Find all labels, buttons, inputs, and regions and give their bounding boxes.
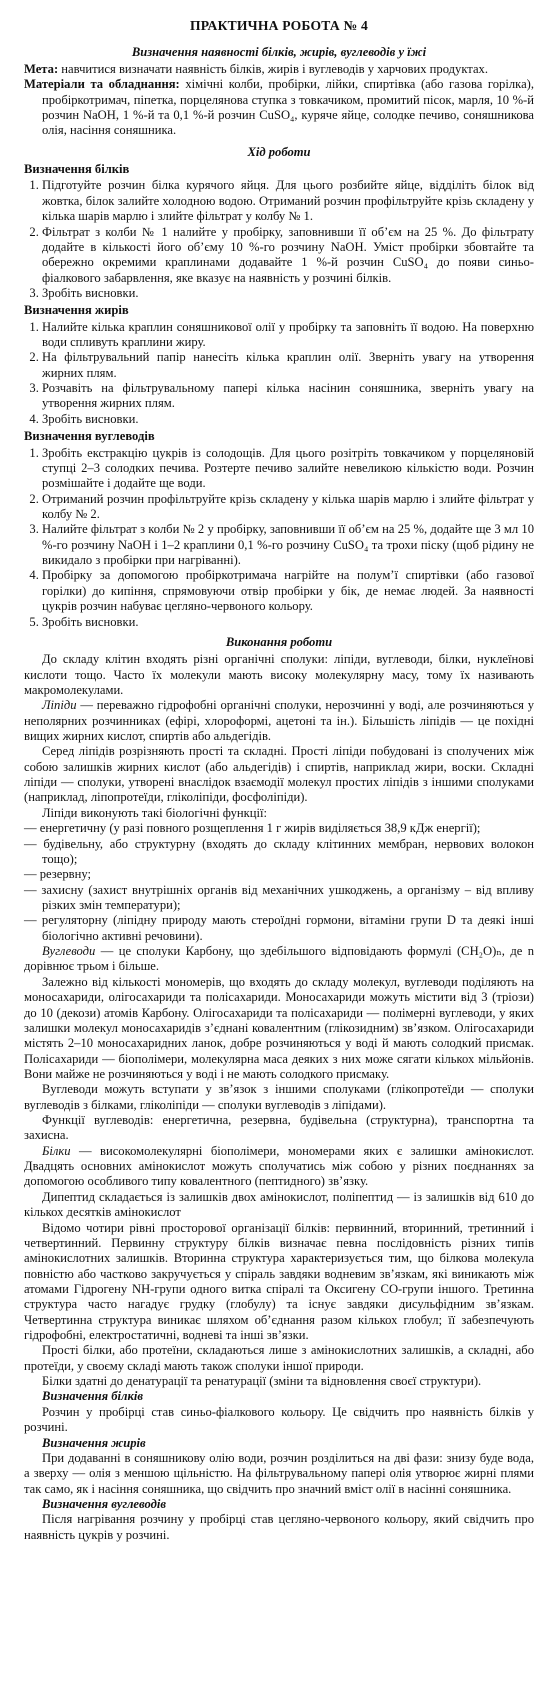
list-item: 1. Підготуйте розчин білка курячого яйця. Для цього розбийте яйце, відділіть білок від жовтка, білок залийте холодною водою. Отриманий розчин профільтруйте крізь складену у кілька шарів марлю і злийте фільтрат у колбу № 1. — [42, 178, 534, 224]
carbs-def-text: — це сполуки Карбону, що здебільшого відповідають формулі (CH₂O)ₙ, де n дорівнює трьом і більше. — [24, 944, 534, 974]
carbs-steps — [24, 446, 534, 630]
proteins-term: Білки — [42, 1143, 71, 1158]
carbs-heading: Визначення вуглеводів — [24, 429, 155, 444]
result-carbs-heading: Визначення вуглеводів — [42, 1497, 166, 1511]
materials-text: хімічні колби, пробірки, лійки, спиртівка (або газова горілка), пробіркотримач, піпетка, порцелянова ступка з товкачиком, промитий пісок, марля, 10 %-й розчин NaOH, 1 %-й та 0,1 %-й розчин CuSO₄, куряче яйце, солодке печиво, соняшникова олія, насіння соняшника. — [42, 77, 535, 138]
procedure-heading: Хід роботи — [247, 144, 311, 159]
proteins-steps — [24, 178, 534, 301]
materials-label: Матеріали та обладнання: — [24, 77, 180, 92]
list-item: 5. Зробіть висновки. — [42, 615, 534, 630]
lipids-term: Ліпіди — [42, 698, 77, 713]
execution-heading: Виконання роботи — [225, 634, 333, 649]
simple-complex-paragraph: Прості білки, або протеїни, складаються лише з амінокислотних залишків, а складні, або протеїди, у своєму складі мають також сполуки іншої природи. — [24, 1343, 534, 1373]
carbs-term: Вуглеводи — [42, 944, 96, 959]
lipids-functions-list — [24, 821, 534, 944]
proteins-definition — [24, 1144, 534, 1190]
goal-paragraph — [24, 62, 534, 77]
list-item: — резервну; — [24, 867, 534, 882]
result-proteins-text: Розчин у пробірці став синьо-фіалкового кольору. Це свідчить про наявність білків у розчині. — [24, 1404, 534, 1435]
fats-steps — [24, 320, 534, 428]
list-item: 2. Отриманий розчин профільтруйте крізь складену у кілька шарів марлю і злийте фільтрат у колбу № 2. — [42, 492, 534, 523]
list-item: — захисну (захист внутрішніх органів від механічних ушкоджень, а організму – від впливу різких змін температури); — [24, 883, 534, 914]
work-subtitle: Визначення наявності білків, жирів, вуглеводів у їжі — [131, 44, 427, 59]
result-fats-text: При додаванні в соняшникову олію води, розчин розділиться на дві фази: знизу буде вода, а зверху — олія з меншою щільністю. На фільтрувальному папері олія утворює жирні плями так само, як і насіння соняшника, що свідчить про значний вміст олії в насінні соняшника. — [24, 1450, 534, 1496]
structure-paragraph: Відомо чотири рівні просторової організації білків: первинний, вторинний, третинний і четвертинний. Первинну структуру білків визначає певна послідовність різних типів амінокислотних залишків. Вторинна структура характеризується тим, що білкова молекула повністю або частково закручується у спіраль завдяки водневим зв’язкам, які виникають між атомами Гідрогену NH-групи одного витка спіралі та Оксигену CO-групи іншого. Третинна структура часто нагадує грудку (глобулу) та існує завдяки дисульфідним зв’язкам. Четвертинна структура виникає шляхом об’єднання разом кількох глобул; її забезпечують гідрофобні, електростатичні, водневі та інші зв’язки. — [24, 1220, 534, 1343]
list-item: 3. Налийте фільтрат з колби № 2 у пробірку, заповнивши її об’єм на 25 %, додайте ще 3 мл 10 %-го розчину NaOH і 1–2 краплини 0,1 %-го розчину CuSO₄ та трохи піску (щоб рідину не викидало з пробірки при нагріванні). — [42, 522, 534, 568]
proteins-heading: Визначення білків — [24, 162, 130, 177]
goal-label: Мета: — [24, 61, 59, 76]
list-item: — регуляторну (ліпідну природу мають стероїдні гормони, вітаміни групи D та деякі інші біологічно активні речовини). — [24, 913, 534, 944]
execution-intro: До складу клітин входять різні органічні сполуки: ліпіди, вуглеводи, білки, нуклеїнові кислоти тощо. Часто їх молекули мають високу молекулярну масу, тому їх називають макромолекулами. — [24, 652, 534, 697]
result-fats-heading: Визначення жирів — [42, 1435, 146, 1450]
page-title: ПРАКТИЧНА РОБОТА № 4 — [190, 18, 368, 33]
list-item: 2. На фільтрувальний папір нанесіть кілька краплин олії. Зверніть увагу на утворення жирних плям. — [42, 350, 534, 381]
lipids-functions-intro: Ліпіди виконують такі біологічні функції: — [42, 805, 267, 820]
list-item: 1. Зробіть екстракцію цукрів із солодощів. Для цього розітріть товкачиком у порцеляновій ступці 2–3 солодких печива. Розтерте печиво залийте невеликою кількістю води. Розчин розмішайте і додайте ще води. — [42, 446, 534, 492]
fats-heading: Визначення жирів — [24, 303, 129, 318]
carbs-definition — [24, 944, 534, 975]
denaturation-paragraph: Білки здатні до денатурації та ренатурації (зміни та відновлення своєї структури). — [42, 1374, 482, 1389]
proteins-def-text: — високомолекулярні біополімери, мономерами яких є залишки амінокислот. Двадцять основних амінокислот можуть сполучатись між собою у різних поєднаннях за допомогою особливого типу ковалентного (пептидного) зв’язку. — [24, 1143, 534, 1189]
result-carbs-text: Після нагрівання розчину у пробірці став цегляно-червоного кольору, який свідчить про наявність цукрів у розчині. — [24, 1512, 534, 1542]
carbs-complex: Вуглеводи можуть вступати у зв’язок з іншими сполуками (глікопротеїди — сполуки вуглеводів з білками, гліколіпіди — сполуки вуглеводів з ліпідами). — [24, 1082, 534, 1112]
lipids-def-text: — переважно гідрофобні органічні сполуки, нерозчинні у воді, але розчиняються у неполярних розчинниках (ефірі, хлороформі, ацетоні та ін.). Більшість ліпідів — це похідні вищих жирних кислот, спиртів або альдегідів. — [24, 698, 534, 744]
list-item: 3. Розчавіть на фільтрувальному папері кілька насінин соняшника, зверніть увагу на утворення жирних плям. — [42, 381, 534, 412]
lipids-types: Серед ліпідів розрізняють прості та складні. Прості ліпіди побудовані із сполучених між собою залишків жирних кислот (або альдегідів) і спиртів, наприклад жири, воски. Складні ліпіди — сполуки, утворені внаслідок взаємодії молекул простих ліпідів з іншими сполуками (наприклад, ліпопротеїди, гліколіпіди, фосфоліпіди). — [24, 744, 534, 805]
goal-text: навчитися визначати наявність білків, жирів і вуглеводів у харчових продуктах. — [58, 61, 488, 76]
carbs-functions: Функції вуглеводів: енергетична, резервна, будівельна (структурна), транспортна та захисна. — [24, 1113, 534, 1143]
materials-paragraph — [24, 77, 534, 138]
list-item: 4. Пробірку за допомогою пробіркотримача нагрійте на полум’ї спиртівки (або газової горілки) до кипіння, спрямовуючи отвір пробірки у бік, де немає людей. За наявності цукрів розчин набуває цегляно-червоного кольору. — [42, 568, 534, 614]
dipeptide-paragraph: Дипептид складається із залишків двох амінокислот, поліпептид — із залишків від 610 до кількох десятків амінокислот — [24, 1189, 534, 1220]
list-item: — будівельну, або структурну (входять до складу клітинних мембран, нервових волокон тощо); — [24, 837, 534, 868]
list-item: 2. Фільтрат з колби № 1 налийте у пробірку, заповнивши її об’єм на 25 %. До фільтрату додайте в кількості його об’єму 10 %-го розчину NaOH. Уміст пробірки збовтайте та обережно окремими краплинами додавайте 1 %-й розчин CuSO₄ до появи синьо-фіалкового забарвлення, яке вказує на наявність у розчині білків. — [42, 225, 534, 286]
list-item: 4. Зробіть висновки. — [42, 412, 534, 427]
lipids-definition — [24, 698, 534, 744]
worksheet-page — [24, 0, 534, 1543]
list-item: 3. Зробіть висновки. — [42, 286, 534, 301]
list-item: — енергетичну (у разі повного розщеплення 1 г жирів виділяється 38,9 кДж енергії); — [24, 821, 534, 836]
result-proteins-heading: Визначення білків — [42, 1389, 144, 1404]
carbs-classes: Залежно від кількості мономерів, що входять до складу молекул, вуглеводи поділяють на моносахариди, олігосахариди та полісахариди. Моносахариди можуть містити від 3 (тріози) до 10 (декози) атомів Карбону. Олігосахариди та полісахариди — полімерні вуглеводи, у яких залишки молекул моносахаридів з’єднані ковалентним (глікозидним) зв’язком. Олігосахариди містять 2–10 моносахаридних ланок, добре розчиняються у воді й мають солодкий присмак. Полісахариди — біополімери, молекулярна маса деяких з них може сягати кількох мільйонів. Вони майже не розчиняються у воді і не мають солодкого присмаку. — [24, 974, 534, 1081]
list-item: 1. Налийте кілька краплин соняшникової олії у пробірку та заповніть її водою. На поверхню води спливуть краплини жиру. — [42, 320, 534, 351]
